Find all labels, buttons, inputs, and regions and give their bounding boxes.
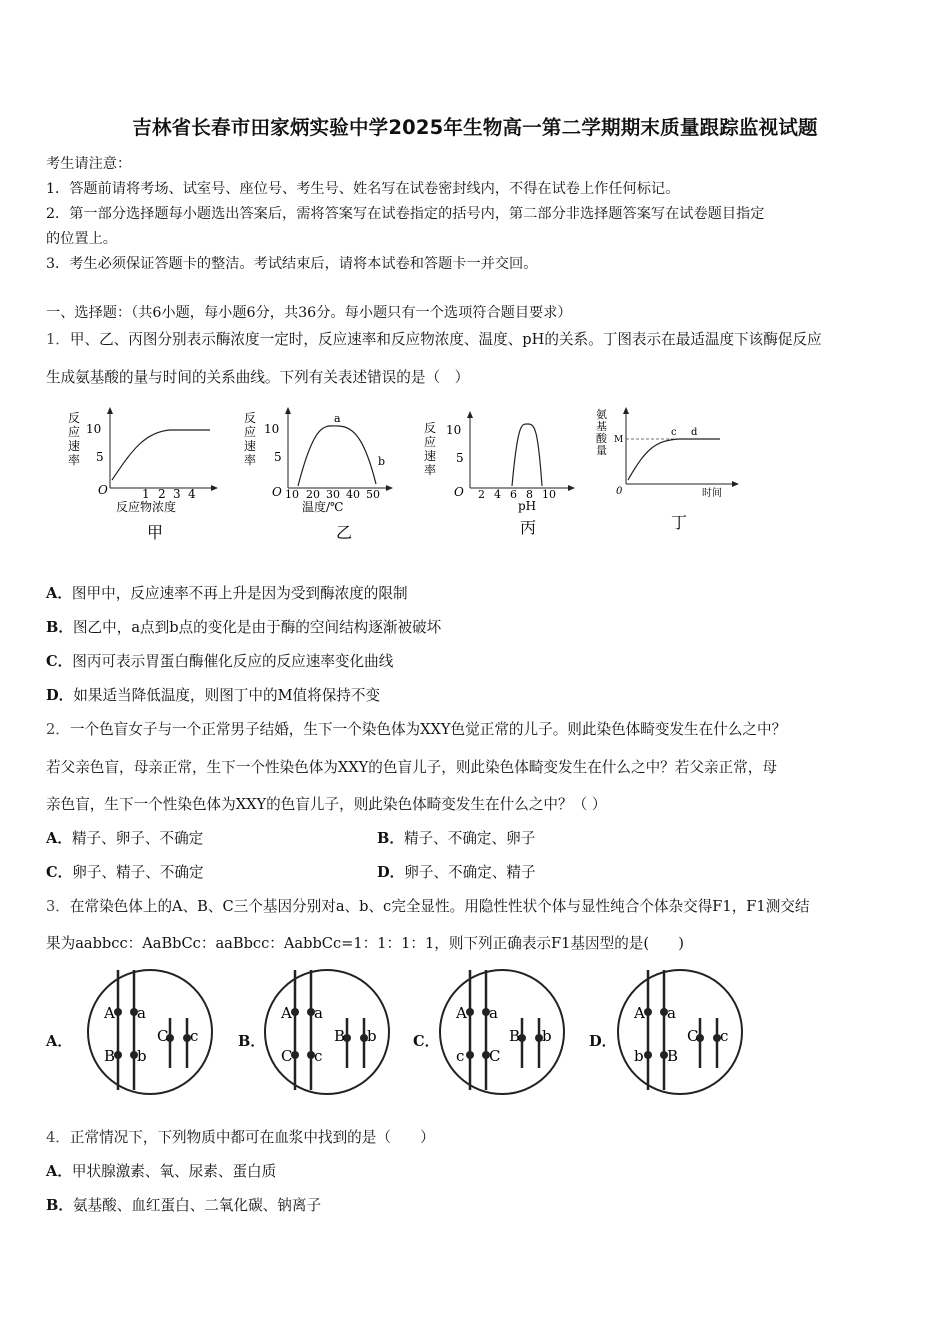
question-3-number: 3．: [46, 898, 70, 915]
q1-option-b: [46, 616, 441, 637]
question-1-figures: [60, 400, 750, 550]
q4-option-a-text: 甲状腺激素、氧、尿素、蛋白质: [71, 1163, 277, 1180]
notice-item-2: 2．第一部分选择题每小题选出答案后，需将答案写在试卷指定的括号内，第二部分非选择题答案写在试卷题目指定: [46, 206, 765, 222]
q3-c-gene-l3: B: [509, 1027, 521, 1045]
ding-origin: 0: [616, 486, 623, 497]
bing-ylabel-4: 率: [424, 463, 437, 477]
figure-ding: [596, 407, 736, 532]
bing-y-tick-5: 5: [456, 451, 464, 465]
q3-b-gene-r1: a: [314, 1004, 323, 1022]
q3-a-gene-r2: b: [137, 1047, 147, 1065]
question-2-text-1: 一个色盲女子与一个正常男子结婚，生下一个染色体为XXY色觉正常的儿子。则此染色体畸变发生在什么之中？: [69, 721, 787, 738]
yi-ylabel-4: 率: [244, 453, 257, 467]
figure-yi: [244, 410, 390, 542]
ding-curve: [628, 439, 720, 480]
ding-m-label: M: [614, 435, 624, 445]
jia-y-tick-5: 5: [96, 450, 104, 464]
yi-y-tick-10: 10: [264, 422, 280, 436]
q1-option-b-label: B．: [46, 619, 73, 636]
q2-option-d: [377, 861, 536, 882]
bing-ylabel-3: 速: [424, 449, 437, 463]
notice-heading: 考生请注意：: [46, 156, 132, 172]
jia-ylabel-1: 反: [68, 411, 81, 425]
q3-c-gene-r3: b: [542, 1027, 552, 1045]
yi-x-tick-40: 40: [346, 488, 360, 501]
question-1-line-1: [46, 328, 822, 349]
ding-point-c: c: [671, 427, 677, 438]
ding-caption: 丁: [671, 513, 688, 532]
question-2-line-1: [46, 718, 786, 739]
q3-a-gene-l2: B: [104, 1047, 116, 1065]
q3-c-locus-1: [466, 1008, 474, 1016]
q3-d-gene-r3: c: [720, 1027, 729, 1045]
yi-point-b: b: [378, 455, 386, 468]
q3-b-gene-l1: A: [281, 1004, 292, 1022]
ding-ylabel-1: 氨: [596, 408, 607, 421]
q1-option-c-text: 图丙可表示胃蛋白酶催化反应的反应速率变化曲线: [72, 653, 394, 670]
yi-caption: 乙: [336, 523, 353, 542]
bing-curve: [512, 424, 542, 486]
bing-x-tick-10: 10: [542, 488, 556, 501]
q3-d-locus-3: [644, 1051, 652, 1059]
question-1-number: 1．: [46, 331, 70, 348]
q3-b-locus-1: [291, 1008, 299, 1016]
jia-ylabel-4: 率: [68, 453, 81, 467]
q3-d-gene-r2: B: [667, 1047, 679, 1065]
q4-option-b: [46, 1194, 321, 1215]
q2-option-a-label: A．: [46, 830, 72, 847]
jia-caption: 甲: [147, 523, 164, 542]
q3-b-gene-l3: B: [334, 1027, 346, 1045]
question-4-line-1: [46, 1126, 435, 1147]
q2-option-a-text: 精子、卵子、不确定: [71, 830, 204, 847]
question-3-line-1: [46, 895, 810, 916]
ding-ylabel-4: 量: [596, 444, 607, 457]
figure-bing: [424, 414, 572, 537]
jia-curve: [112, 430, 210, 480]
bing-y-tick-10: 10: [446, 423, 462, 437]
yi-x-tick-50: 50: [366, 488, 380, 501]
q2-option-b-text: 精子、不确定、卵子: [403, 830, 536, 847]
ding-ylabel-2: 基: [596, 420, 607, 433]
yi-y-tick-5: 5: [274, 450, 282, 464]
q3-c-gene-r2: C: [489, 1047, 501, 1065]
yi-ylabel-1: 反: [244, 411, 257, 425]
q3-option-d-label: D．: [589, 1033, 617, 1050]
q1-option-c-label: C．: [46, 653, 73, 670]
question-2-line-2: 若父亲色盲，母亲正常，生下一个性染色体为XXY的色盲儿子，则此染色体畸变发生在什么之中？若父亲正常，母: [46, 759, 777, 776]
yi-point-a: a: [334, 412, 341, 425]
yi-x-tick-10: 10: [285, 488, 299, 501]
exam-title: 吉林省长春市田家炳实验中学2025年生物高一第二学期期末质量跟踪监视试题: [132, 116, 818, 139]
ding-ylabel-3: 酸: [596, 432, 607, 445]
ding-xlabel: 时间: [702, 488, 722, 499]
q1-option-d: [46, 684, 380, 705]
q1-option-c: [46, 650, 393, 671]
q3-d-gene-l1: A: [634, 1004, 645, 1022]
q3-c-locus-3: [466, 1051, 474, 1059]
question-3-line-2: 果为aabbcc：AaBbCc：aaBbcc：AabbCc=1：1：1：1，则下列正确表示F1基因型的是( ): [46, 935, 684, 952]
notice-item-1: 1．答题前请将考场、试室号、座位号、考生号、姓名写在试卷密封线内，不得在试卷上作任何标记。: [46, 181, 680, 197]
q4-option-a-label: A．: [46, 1163, 72, 1180]
bing-x-tick-4: 4: [494, 488, 501, 501]
yi-xlabel: 温度/℃: [302, 500, 344, 514]
q3-a-gene-r3: c: [190, 1027, 199, 1045]
yi-x-tick-20: 20: [306, 488, 320, 501]
q1-option-a-text: 图甲中，反应速率不再上升是因为受到酶浓度的限制: [71, 585, 408, 602]
q3-d-gene-r1: a: [667, 1004, 676, 1022]
bing-origin: O: [454, 485, 464, 499]
figure-jia: [68, 410, 215, 542]
question-2-number: 2．: [46, 721, 70, 738]
yi-curve: [298, 426, 376, 486]
bing-ylabel-2: 应: [424, 435, 437, 449]
q3-c-gene-r1: a: [489, 1004, 498, 1022]
q4-option-a: [46, 1160, 276, 1181]
jia-x-tick-1: 1: [142, 487, 150, 501]
question-3-text-1: 在常染色体上的A、B、C三个基因分别对a、b、c完全显性。用隐性性状个体与显性纯合个体杂交得F1，F1测交结: [69, 898, 810, 915]
jia-origin: O: [98, 483, 108, 497]
bing-x-tick-6: 6: [510, 488, 517, 501]
q3-option-b-label: B．: [238, 1033, 265, 1050]
yi-x-tick-30: 30: [326, 488, 340, 501]
bing-xlabel: pH: [518, 499, 537, 513]
q2-option-c-label: C．: [46, 864, 73, 881]
q2-option-a: [46, 827, 203, 848]
q3-a-gene-r1: a: [137, 1004, 146, 1022]
q2-option-d-label: D．: [377, 864, 405, 881]
question-2-line-3: 亲色盲，生下一个性染色体为XXY的色盲儿子，则此染色体畸变发生在什么之中？（ ）: [46, 796, 607, 813]
q4-option-b-text: 氨基酸、血红蛋白、二氧化碳、钠离子: [72, 1197, 322, 1214]
ding-point-d: d: [691, 427, 698, 438]
yi-origin: O: [272, 485, 282, 499]
question-1-line-2: 生成氨基酸的量与时间的关系曲线。下列有关表述错误的是（ ）: [46, 369, 470, 386]
q2-option-d-text: 卵子、不确定、精子: [404, 864, 536, 881]
question-4-text-1: 正常情况下，下列物质中都可在血浆中找到的是（ ）: [69, 1129, 435, 1146]
yi-ylabel-2: 应: [244, 425, 257, 439]
q3-option-c-label: C．: [413, 1033, 440, 1050]
question-4-number: 4．: [46, 1129, 70, 1146]
jia-ylabel-2: 应: [68, 425, 81, 439]
q3-cell-diagrams: [0, 968, 950, 1108]
bing-x-tick-8: 8: [526, 488, 533, 501]
jia-xlabel: 反应物浓度: [116, 500, 177, 514]
q1-option-d-label: D．: [46, 687, 74, 704]
jia-y-tick-10: 10: [86, 422, 102, 436]
notice-item-2-cont: 的位置上。: [46, 231, 117, 247]
bing-x-tick-2: 2: [478, 488, 485, 501]
q3-a-gene-l1: A: [104, 1004, 115, 1022]
q3-a-gene-l3: C: [157, 1027, 169, 1045]
q3-option-a-label: A．: [46, 1033, 72, 1050]
bing-caption: 丙: [520, 518, 537, 537]
q3-b-gene-r3: b: [367, 1027, 377, 1045]
q3-d-gene-l3: C: [687, 1027, 699, 1045]
jia-x-tick-4: 4: [188, 487, 196, 501]
q3-a-locus-3: [114, 1051, 122, 1059]
q4-option-b-label: B．: [46, 1197, 73, 1214]
q3-c-gene-l1: A: [456, 1004, 467, 1022]
q3-b-gene-r2: c: [314, 1047, 323, 1065]
q3-d-locus-1: [644, 1008, 652, 1016]
q2-option-b: [377, 827, 535, 848]
q2-option-b-label: B．: [377, 830, 404, 847]
jia-ylabel-3: 速: [68, 439, 81, 453]
bing-ylabel-1: 反: [424, 421, 437, 435]
q3-b-gene-l2: C: [281, 1047, 293, 1065]
q1-option-a-label: A．: [46, 585, 72, 602]
q3-a-locus-1: [114, 1008, 122, 1016]
section-heading: 一、选择题：（共6小题，每小题6分，共36分。每小题只有一个选项符合题目要求）: [46, 305, 572, 321]
q3-d-gene-l2: b: [634, 1047, 644, 1065]
q1-option-a: [46, 582, 408, 603]
q1-option-d-text: 如果适当降低温度，则图丁中的M值将保持不变: [73, 687, 381, 704]
notice-item-3: 3．考生必须保证答题卡的整洁。考试结束后，请将本试卷和答题卡一并交回。: [46, 256, 538, 272]
jia-x-tick-3: 3: [173, 487, 181, 501]
q2-option-c: [46, 861, 204, 882]
yi-ylabel-3: 速: [244, 439, 257, 453]
q1-option-b-text: 图乙中，a点到b点的变化是由于酶的空间结构逐渐被破坏: [72, 619, 442, 636]
question-1-text-1: 甲、乙、丙图分别表示酶浓度一定时，反应速率和反应物浓度、温度、pH的关系。丁图表示在最适温度下该酶促反应: [69, 331, 822, 348]
q3-c-gene-l2: c: [456, 1047, 465, 1065]
jia-x-tick-2: 2: [158, 487, 166, 501]
q2-option-c-text: 卵子、精子、不确定: [72, 864, 204, 881]
